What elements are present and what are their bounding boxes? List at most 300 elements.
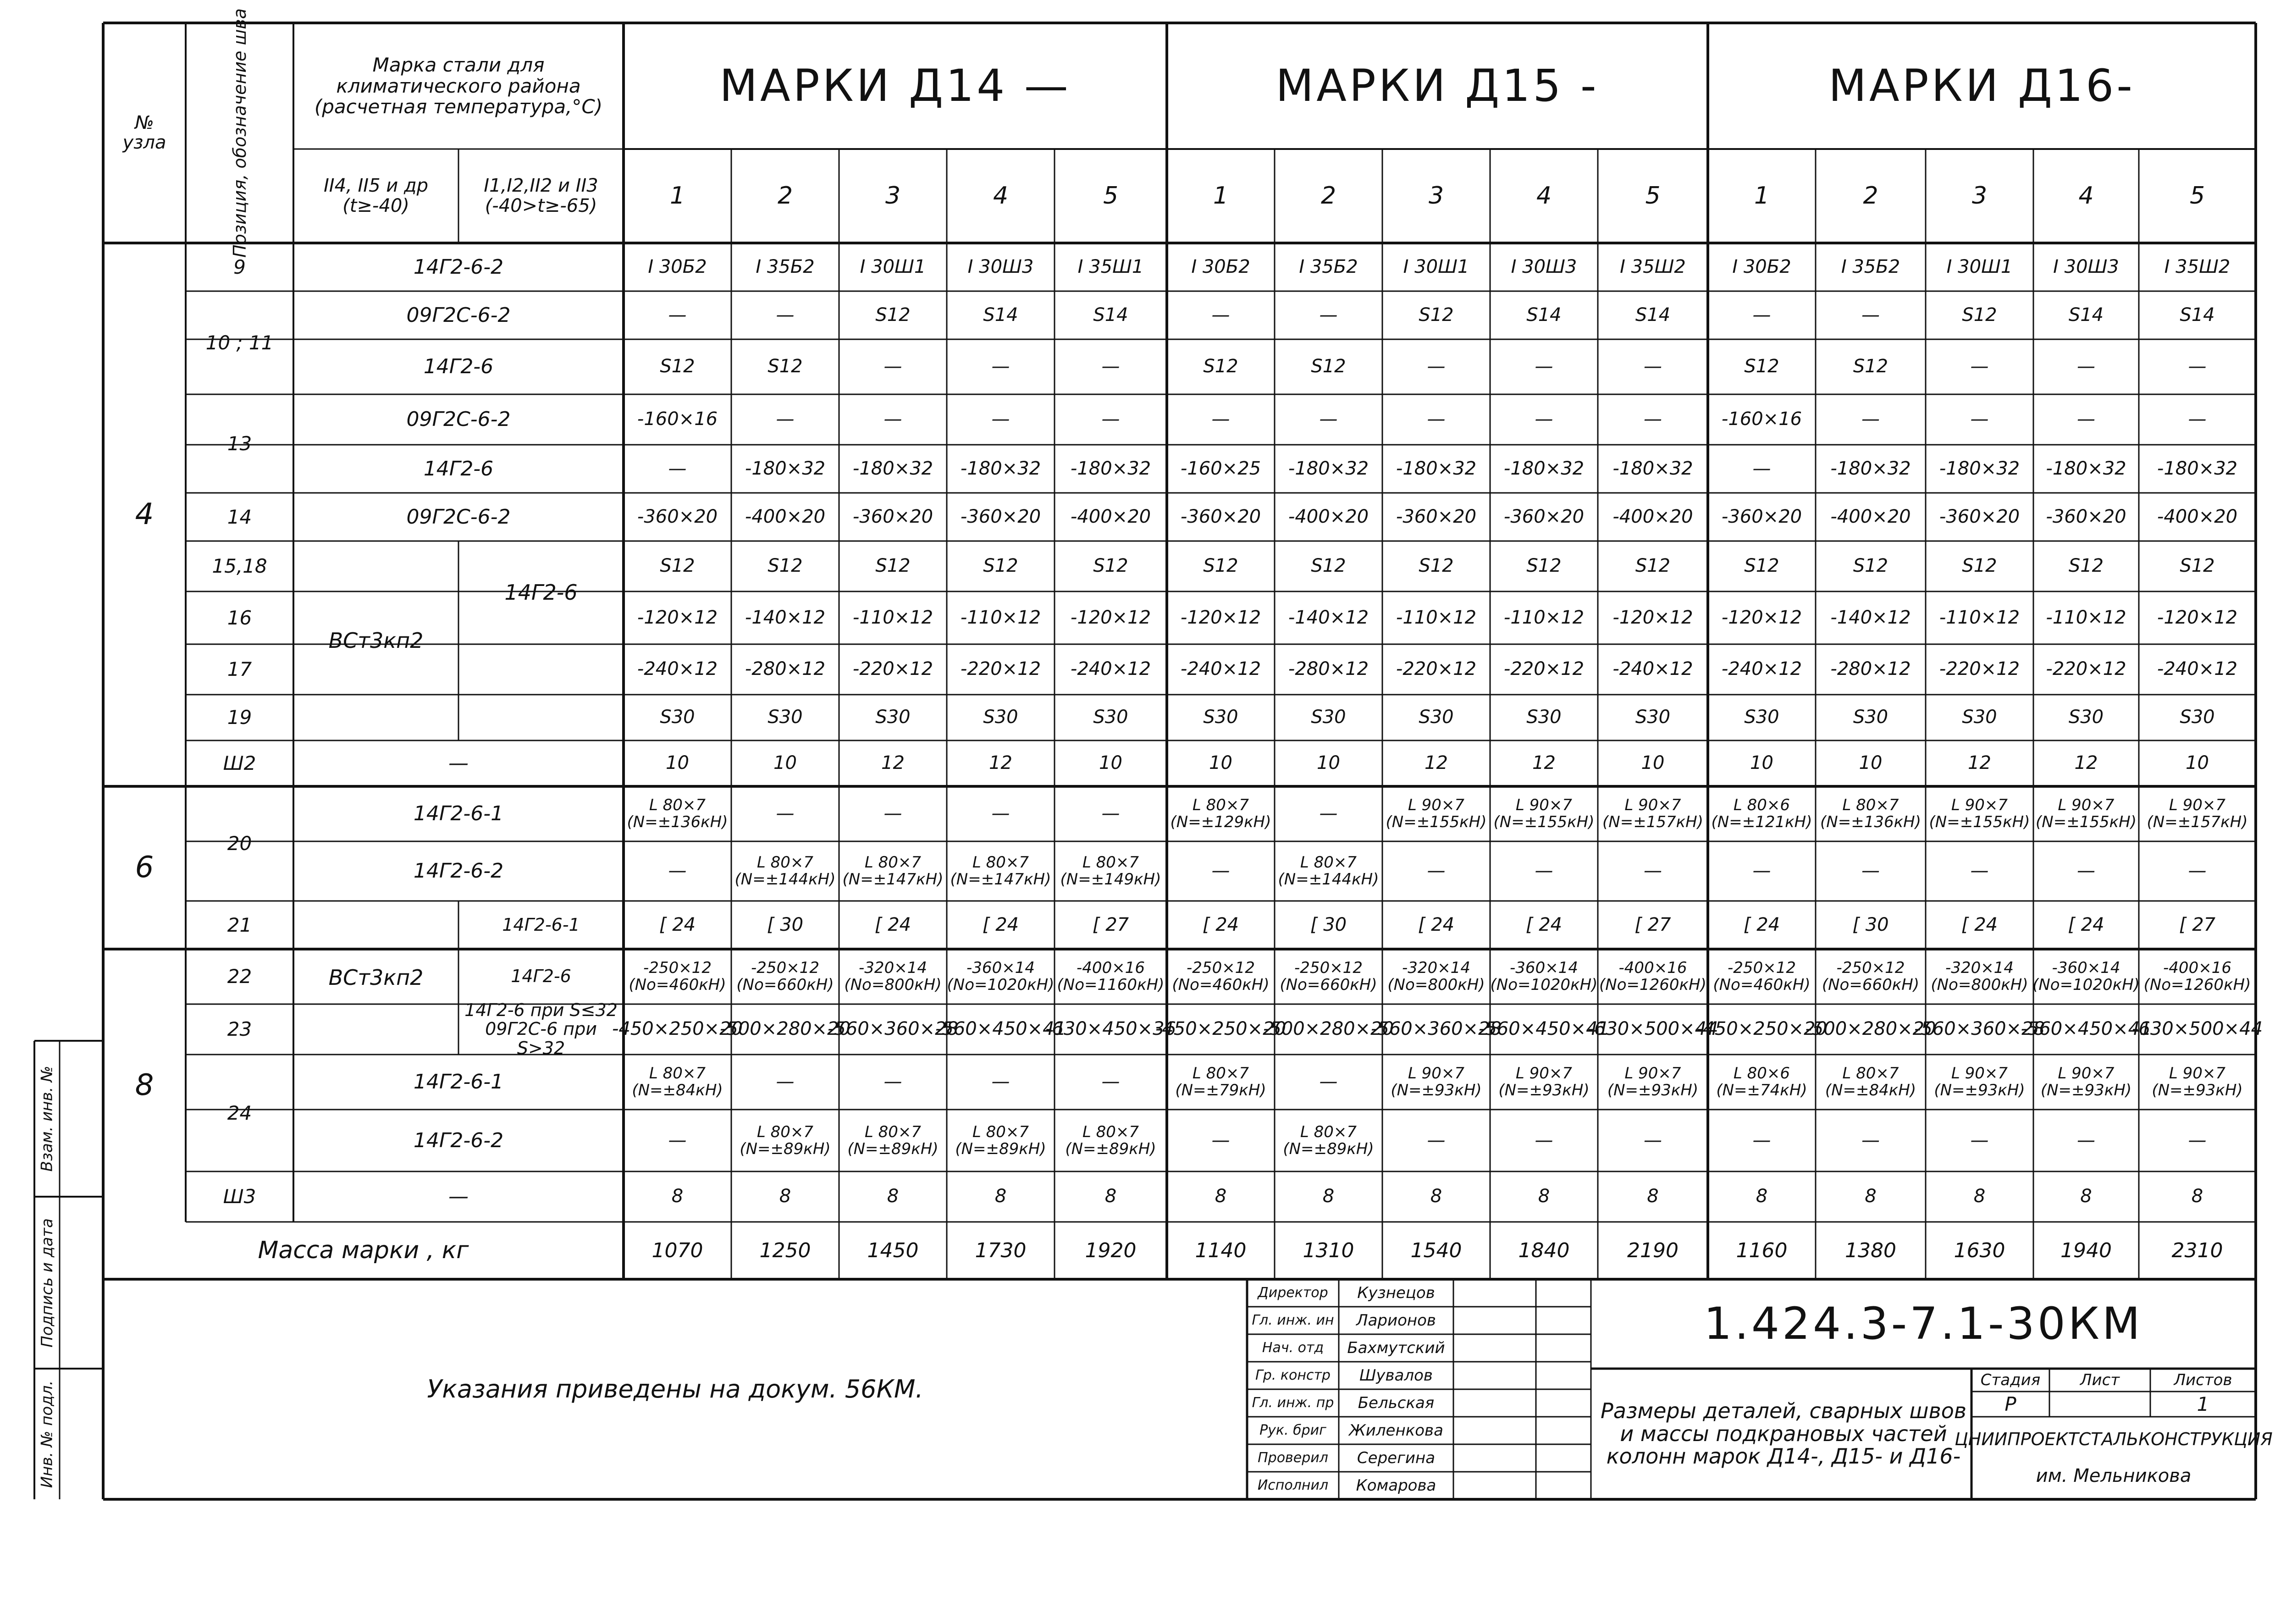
value-cell: —	[1319, 409, 1338, 430]
column-number: 1	[1213, 182, 1229, 210]
value-cell: S12	[1093, 555, 1128, 577]
value-cell: S12	[768, 356, 803, 377]
value-cell: S30	[660, 707, 695, 728]
value-cell: —	[2188, 860, 2207, 882]
value-cell: -400×20	[1612, 506, 1693, 527]
value-cell: —	[1535, 409, 1553, 430]
steel-grade: 14Г2-6-2	[413, 1128, 504, 1152]
value-cell: -180×32	[1396, 458, 1477, 479]
value-cell: [ 24	[2068, 914, 2104, 935]
value-cell: —	[883, 1071, 902, 1093]
column-number: 5	[1645, 182, 1661, 210]
value-cell: -500×280×20	[1805, 1018, 1936, 1040]
value-cell: [ 27	[2179, 914, 2216, 935]
value-cell: L 80×7 (N=±89кН)	[1283, 1122, 1374, 1158]
value-cell: —	[2077, 409, 2095, 430]
value-cell: 12	[989, 752, 1012, 774]
position-header: Позиция, обозначение шва	[229, 8, 250, 258]
value-cell: -160×25	[1180, 458, 1261, 479]
value-cell: —	[668, 860, 687, 882]
value-cell: 8	[671, 1186, 684, 1207]
value-cell: L 80×7 (N=±79кН)	[1175, 1064, 1266, 1099]
value-cell: 8	[1973, 1186, 1986, 1207]
value-cell: L 80×7 (N=±147кН)	[950, 853, 1051, 889]
value-cell: [ 24	[1743, 914, 1780, 935]
value-cell: I 35Б2	[1841, 256, 1900, 277]
value-cell: S12	[660, 555, 695, 577]
value-cell: S30	[2180, 707, 2215, 728]
value-cell: S12	[1419, 304, 1454, 326]
node-6: 6	[135, 850, 154, 884]
value-cell: -160×16	[637, 409, 718, 430]
value-cell: —	[1970, 356, 1989, 377]
value-cell: S30	[1093, 707, 1128, 728]
value-cell: S14	[2180, 304, 2215, 326]
value-cell: L 90×7 (N=±93кН)	[2152, 1064, 2243, 1099]
position-label: 23	[227, 1018, 252, 1041]
mass-value: 1160	[1736, 1238, 1788, 1262]
value-cell: S12	[1203, 555, 1238, 577]
value-cell: —	[1211, 304, 1230, 326]
value-cell: S12	[1526, 555, 1562, 577]
value-cell: 8	[1430, 1186, 1442, 1207]
general-note: Указания приведены на докум. 56КМ.	[427, 1374, 923, 1403]
steel-grade: 14Г2-6	[423, 355, 494, 379]
value-cell: -180×32	[745, 458, 826, 479]
position-label: 16	[227, 606, 252, 629]
mass-value: 1840	[1518, 1238, 1570, 1262]
value-cell: S30	[875, 707, 911, 728]
value-cell: L 90×7 (N=±93кН)	[1607, 1064, 1699, 1099]
value-cell: —	[1644, 409, 1662, 430]
value-cell: -250×12 (No=460кН)	[1172, 959, 1270, 994]
value-cell: -250×12 (No=460кН)	[629, 959, 726, 994]
position-label: 15,18	[212, 555, 267, 578]
value-cell: [ 24	[1418, 914, 1455, 935]
tb-name: Бахмутский	[1347, 1338, 1445, 1357]
value-cell: -250×12 (No=660кН)	[1280, 959, 1377, 994]
value-cell: —	[2077, 860, 2095, 882]
value-cell: -140×12	[745, 607, 826, 628]
value-cell: -400×20	[2157, 506, 2238, 527]
value-cell: -400×20	[1830, 506, 1911, 527]
value-cell: —	[1752, 458, 1771, 479]
value-cell: -120×12	[2157, 607, 2238, 628]
value-cell: —	[776, 803, 795, 824]
value-cell: I 30Ш3	[2053, 256, 2119, 277]
tb-role: Гр. констр	[1255, 1367, 1331, 1383]
value-cell: -180×32	[1612, 458, 1693, 479]
column-number: 4	[993, 182, 1009, 210]
section-title-1: МАРКИ Д14 —	[719, 60, 1071, 111]
value-cell: —	[1861, 1129, 1880, 1151]
value-cell: S14	[1635, 304, 1671, 326]
column-number: 2	[1863, 182, 1878, 210]
value-cell: -320×14 (No=800кН)	[1387, 959, 1485, 994]
value-cell: I 30Б2	[1732, 256, 1791, 277]
steel-grade: —	[448, 1185, 469, 1209]
value-cell: L 80×7 (N=±129кН)	[1170, 796, 1271, 831]
value-cell: —	[991, 356, 1010, 377]
value-cell: L 90×7 (N=±93кН)	[1391, 1064, 1482, 1099]
value-cell: L 80×7 (N=±84кН)	[632, 1064, 723, 1099]
steel-grade: 09Г2С-6-2	[406, 303, 511, 327]
value-cell: L 80×7 (N=±89кН)	[1065, 1122, 1156, 1158]
value-cell: S12	[1744, 555, 1779, 577]
value-cell: S14	[983, 304, 1018, 326]
value-cell: -110×12	[2046, 607, 2126, 628]
value-cell: -360×20	[960, 506, 1041, 527]
value-cell: -280×12	[1288, 658, 1369, 680]
value-cell: -400×16 (No=1260кН)	[2143, 959, 2251, 994]
value-cell: L 90×7 (N=±155кН)	[1493, 796, 1595, 831]
value-cell: S12	[1419, 555, 1454, 577]
node-4: 4	[135, 497, 154, 531]
value-cell: -450×250×20	[612, 1018, 743, 1040]
value-cell: -360×20	[1180, 506, 1261, 527]
value-cell: I 30Ш3	[967, 256, 1034, 277]
value-cell: S12	[1311, 356, 1346, 377]
value-cell: [ 27	[1092, 914, 1129, 935]
value-cell: I 35Б2	[756, 256, 815, 277]
tb-role: Гл. инж. пр	[1252, 1394, 1334, 1411]
position-label: 10 ; 11	[205, 331, 274, 354]
steel-grade: 14Г2-6-1	[502, 914, 580, 935]
tb-name: Ларионов	[1356, 1311, 1436, 1330]
column-number: 1	[1754, 182, 1770, 210]
value-cell: —	[1861, 860, 1880, 882]
position-label: 21	[227, 913, 252, 936]
value-cell: S30	[1853, 707, 1888, 728]
value-cell: -180×32	[1830, 458, 1911, 479]
column-number: 3	[1971, 182, 1988, 210]
value-cell: —	[2077, 356, 2095, 377]
value-cell: S30	[1203, 707, 1238, 728]
value-cell: [ 30	[1852, 914, 1889, 935]
value-cell: [ 24	[982, 914, 1019, 935]
tb-name: Жиленкова	[1349, 1421, 1443, 1440]
mass-value: 2310	[2171, 1238, 2223, 1262]
value-cell: -450×250×20	[1696, 1018, 1828, 1040]
tb-name: Бельская	[1358, 1393, 1435, 1412]
value-cell: —	[1752, 860, 1771, 882]
value-cell: I 30Ш1	[1403, 256, 1469, 277]
value-cell: L 80×6 (N=±121кН)	[1711, 796, 1812, 831]
position-label: 22	[227, 965, 252, 988]
climate-a-header: II4, II5 и др (t≥-40)	[324, 175, 428, 216]
value-cell: -360×14 (No=1020кН)	[2032, 959, 2140, 994]
mass-value: 1140	[1195, 1238, 1247, 1262]
value-cell: -220×12	[852, 658, 933, 680]
value-cell: —	[1644, 1129, 1662, 1151]
value-cell: —	[1970, 1129, 1989, 1151]
tb-role: Нач. отд	[1262, 1339, 1324, 1356]
organization: ЦНИИПРОЕКТСТАЛЬКОНСТРУКЦИЯ	[1955, 1429, 2273, 1450]
value-cell: -560×360×28	[1370, 1018, 1502, 1040]
section-title-3: МАРКИ Д16-	[1828, 60, 2135, 111]
value-cell: L 80×7 (N=±144кН)	[734, 853, 836, 889]
tb-role: Гл. инж. ин	[1252, 1312, 1334, 1328]
value-cell: -180×32	[852, 458, 933, 479]
value-cell: -630×500×44	[1587, 1018, 1718, 1040]
value-cell: -360×20	[1503, 506, 1585, 527]
value-cell: S12	[2068, 555, 2104, 577]
value-cell: L 90×7 (N=±155кН)	[2036, 796, 2137, 831]
column-number: 5	[2189, 182, 2205, 210]
position-label: 13	[227, 432, 252, 455]
value-cell: -220×12	[1503, 658, 1585, 680]
value-cell: —	[1211, 409, 1230, 430]
document-code: 1.424.3-7.1-30КМ	[1704, 1298, 2143, 1349]
value-cell: -240×12	[1721, 658, 1802, 680]
value-cell: -240×12	[1070, 658, 1151, 680]
position-label: Ш3	[223, 1185, 256, 1208]
value-cell: S30	[1311, 707, 1346, 728]
value-cell: S30	[1526, 707, 1562, 728]
value-cell: —	[776, 409, 795, 430]
value-cell: L 90×7 (N=±93кН)	[2040, 1064, 2132, 1099]
value-cell: S12	[1853, 356, 1888, 377]
value-cell: 8	[1104, 1186, 1117, 1207]
stamp-inv-orig: Инв. № подл.	[38, 1380, 56, 1488]
value-cell: -450×250×20	[1155, 1018, 1287, 1040]
value-cell: -560×360×28	[1914, 1018, 2045, 1040]
tb-role: Исполнил	[1257, 1477, 1329, 1493]
value-cell: -250×12 (No=660кН)	[1822, 959, 1920, 994]
position-label: 17	[227, 658, 252, 681]
node-no-header: № узла	[122, 112, 166, 153]
value-cell: -110×12	[1396, 607, 1477, 628]
tb-sheets-h: Листов	[2174, 1370, 2232, 1389]
value-cell: -120×12	[1721, 607, 1802, 628]
value-cell: I 30Ш3	[1511, 256, 1577, 277]
value-cell: -320×14 (No=800кН)	[1931, 959, 2028, 994]
value-cell: S12	[875, 555, 911, 577]
value-cell: —	[1644, 860, 1662, 882]
value-cell: -220×12	[960, 658, 1041, 680]
value-cell: 10	[2186, 752, 2209, 774]
column-number: 4	[1536, 182, 1552, 210]
tb-sheet-h: Лист	[2080, 1370, 2120, 1389]
value-cell: S12	[875, 304, 911, 326]
value-cell: L 80×7 (N=±89кН)	[740, 1122, 831, 1158]
steel-grade: 09Г2С-6-2	[406, 408, 511, 431]
column-number: 2	[1320, 182, 1336, 210]
value-cell: -180×32	[1503, 458, 1585, 479]
value-cell: [ 24	[1961, 914, 1998, 935]
value-cell: -220×12	[1396, 658, 1477, 680]
value-cell: —	[1535, 1129, 1553, 1151]
value-cell: -400×16 (No=1160кН)	[1057, 959, 1165, 994]
value-cell: -220×12	[2046, 658, 2126, 680]
value-cell: —	[1427, 860, 1446, 882]
mass-value: 1070	[652, 1238, 703, 1262]
value-cell: 8	[994, 1186, 1007, 1207]
value-cell: -400×20	[1288, 506, 1369, 527]
value-cell: —	[2188, 1129, 2207, 1151]
tb-role: Директор	[1258, 1284, 1328, 1301]
value-cell: 10	[1099, 752, 1122, 774]
value-cell: 8	[2080, 1186, 2092, 1207]
value-cell: I 30Ш1	[860, 256, 926, 277]
column-number: 4	[2078, 182, 2094, 210]
value-cell: I 35Ш2	[1620, 256, 1686, 277]
value-cell: 10	[1209, 752, 1232, 774]
steel-grade: 14Г2-6-1	[413, 1070, 504, 1094]
value-cell: S12	[1744, 356, 1779, 377]
value-cell: -140×12	[1830, 607, 1911, 628]
mass-value: 1940	[2060, 1238, 2112, 1262]
value-cell: —	[883, 356, 902, 377]
value-cell: -120×12	[637, 607, 718, 628]
value-cell: 10	[773, 752, 797, 774]
value-cell: -630×450×36	[1045, 1018, 1176, 1040]
value-cell: -110×12	[852, 607, 933, 628]
value-cell: -560×450×41	[2021, 1018, 2152, 1040]
value-cell: -280×12	[745, 658, 826, 680]
tb-name: Комарова	[1356, 1476, 1436, 1495]
value-cell: L 80×7 (N=±147кН)	[842, 853, 944, 889]
node-8: 8	[135, 1068, 154, 1102]
value-cell: -110×12	[1503, 607, 1585, 628]
value-cell: -360×20	[637, 506, 718, 527]
value-cell: 10	[1859, 752, 1883, 774]
value-cell: S30	[1419, 707, 1454, 728]
value-cell: 8	[1215, 1186, 1227, 1207]
column-number: 2	[777, 182, 793, 210]
mass-value: 2190	[1627, 1238, 1679, 1262]
value-cell: —	[1101, 1071, 1120, 1093]
value-cell: -240×12	[1612, 658, 1693, 680]
value-cell: -630×500×44	[2131, 1018, 2263, 1040]
value-cell: -120×12	[1612, 607, 1693, 628]
value-cell: S12	[1962, 304, 1997, 326]
value-cell: 12	[881, 752, 905, 774]
value-cell: -360×14 (No=1020кН)	[947, 959, 1055, 994]
value-cell: S12	[1203, 356, 1238, 377]
value-cell: L 90×7 (N=±93кН)	[1498, 1064, 1590, 1099]
mass-value: 1250	[759, 1238, 811, 1262]
value-cell: —	[991, 803, 1010, 824]
value-cell: -250×12 (No=660кН)	[736, 959, 834, 994]
position-label: 9	[233, 255, 246, 278]
steel-grade: 14Г2-6	[423, 457, 494, 481]
value-cell: S30	[768, 707, 803, 728]
value-cell: L 90×7 (N=±155кН)	[1929, 796, 2030, 831]
value-cell: L 80×7 (N=±144кН)	[1278, 853, 1379, 889]
value-cell: —	[1101, 409, 1120, 430]
value-cell: -140×12	[1288, 607, 1369, 628]
value-cell: 10	[1750, 752, 1773, 774]
column-number: 1	[669, 182, 685, 210]
stamp-sign-date: Подпись и дата	[38, 1218, 56, 1348]
value-cell: —	[1970, 860, 1989, 882]
value-cell: —	[1752, 1129, 1771, 1151]
value-cell: [ 27	[1634, 914, 1671, 935]
value-cell: —	[776, 1071, 795, 1093]
value-cell: —	[1535, 356, 1553, 377]
value-cell: S14	[2068, 304, 2104, 326]
value-cell: 12	[2074, 752, 2098, 774]
value-cell: -250×12 (No=460кН)	[1713, 959, 1811, 994]
value-cell: S30	[983, 707, 1018, 728]
value-cell: -180×32	[960, 458, 1041, 479]
steel-grade: 14Г2-6-2	[413, 255, 504, 279]
value-cell: L 90×7 (N=±157кН)	[2147, 796, 2248, 831]
value-cell: —	[1101, 356, 1120, 377]
value-cell: -180×32	[1939, 458, 2020, 479]
organization-sub: им. Мельникова	[2036, 1465, 2192, 1487]
value-cell: S14	[1093, 304, 1128, 326]
value-cell: —	[1970, 409, 1989, 430]
value-cell: 8	[1865, 1186, 1877, 1207]
value-cell: —	[991, 409, 1010, 430]
value-cell: L 90×7 (N=±93кН)	[1934, 1064, 2025, 1099]
value-cell: -180×32	[1288, 458, 1369, 479]
value-cell: -360×14 (No=1020кН)	[1490, 959, 1598, 994]
mass-label: Масса марки , кг	[258, 1237, 469, 1265]
tb-sheets: 1	[2197, 1392, 2209, 1415]
value-cell: I 35Ш1	[1077, 256, 1144, 277]
value-cell: -320×14 (No=800кН)	[844, 959, 942, 994]
value-cell: 8	[1538, 1186, 1550, 1207]
value-cell: —	[1427, 409, 1446, 430]
tb-stage-h: Стадия	[1980, 1370, 2041, 1389]
value-cell: L 80×7 (N=±89кН)	[847, 1122, 939, 1158]
value-cell: —	[2188, 409, 2207, 430]
value-cell: —	[1427, 1129, 1446, 1151]
value-cell: -360×20	[852, 506, 933, 527]
position-label: 19	[227, 706, 252, 729]
value-cell: [ 24	[1202, 914, 1239, 935]
value-cell: —	[2188, 356, 2207, 377]
value-cell: [ 24	[659, 914, 696, 935]
value-cell: -400×20	[745, 506, 826, 527]
value-cell: 8	[2191, 1186, 2203, 1207]
tb-sheet	[2049, 1392, 2150, 1417]
mass-value: 1920	[1085, 1238, 1137, 1262]
position-label: Ш2	[223, 752, 256, 775]
position-label: 14	[227, 505, 252, 528]
value-cell: S12	[660, 356, 695, 377]
value-cell: -360×20	[1396, 506, 1477, 527]
value-cell: —	[2077, 1129, 2095, 1151]
value-cell: -110×12	[960, 607, 1041, 628]
value-cell: 8	[1756, 1186, 1768, 1207]
column-number: 5	[1103, 182, 1119, 210]
position-label: 24	[227, 1101, 252, 1124]
value-cell: -180×32	[2157, 458, 2238, 479]
value-cell: —	[668, 1129, 687, 1151]
value-cell: I 30Б2	[648, 256, 707, 277]
value-cell: -560×360×28	[827, 1018, 959, 1040]
value-cell: S12	[2180, 555, 2215, 577]
document-title: Размеры деталей, сварных швов и массы подкрановых частей колонн марок Д14-, Д15- и Д16-	[1601, 1398, 1966, 1469]
value-cell: I 35Ш2	[2164, 256, 2231, 277]
section-title-2: МАРКИ Д15 -	[1276, 60, 1599, 111]
mass-value: 1730	[975, 1238, 1027, 1262]
mass-value: 1630	[1954, 1238, 2005, 1262]
value-cell: —	[883, 803, 902, 824]
value-cell: S12	[1853, 555, 1888, 577]
value-cell: 10	[1641, 752, 1665, 774]
value-cell: —	[1211, 860, 1230, 882]
steel-grade: —	[448, 751, 469, 775]
steel-grade-header: Марка стали для климатического района (расчетная температура,°С)	[314, 54, 603, 118]
value-cell: 12	[1532, 752, 1556, 774]
mass-value: 1380	[1845, 1238, 1896, 1262]
value-cell: -110×12	[1939, 607, 2020, 628]
